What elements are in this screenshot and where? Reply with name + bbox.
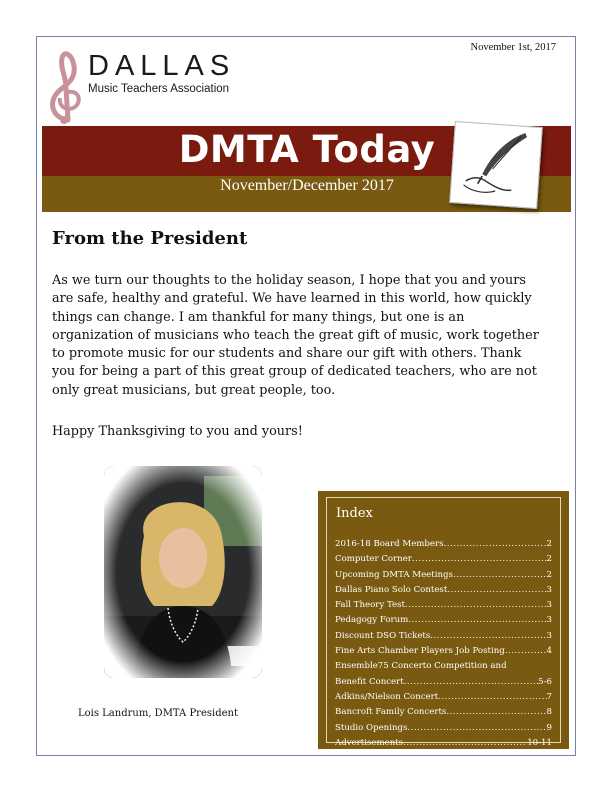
president-photo <box>104 466 262 678</box>
index-item[interactable]: Upcoming DMTA Meetings ..... 2 <box>335 568 552 583</box>
index-item[interactable]: Pedagogy Forum ..... 3 <box>335 613 552 628</box>
section-heading: From the President <box>52 228 248 249</box>
index-item[interactable]: Dallas Piano Solo Contest ..... 3 <box>335 583 552 598</box>
index-item[interactable]: Fall Theory Test ..... 3 <box>335 598 552 613</box>
logo-name: DALLAS <box>88 50 236 82</box>
message-line: only great musicians, but great people, too. <box>52 382 336 398</box>
message-line: you for being a part of this great group of dedicated teachers, who are not <box>52 364 537 380</box>
index-item[interactable]: Benefit Concert ..... 5-6 <box>335 675 552 690</box>
index-item[interactable]: Computer Corner ..... 2 <box>335 552 552 567</box>
index-item[interactable]: Bancroft Family Concerts ..... 8 <box>335 705 552 720</box>
newsletter-issue: November/December 2017 <box>220 177 394 194</box>
index-item[interactable]: Adkins/Nielson Concert ..... 7 <box>335 690 552 705</box>
index-item[interactable]: 2016-18 Board Members ..... 2 <box>335 537 552 552</box>
logo-subtitle: Music Teachers Association <box>88 83 230 95</box>
message-line: to promote music for our students and share our gift with others. Thank <box>52 346 522 362</box>
index-item[interactable]: Discount DSO Tickets ..... 3 <box>335 629 552 644</box>
message-line: are safe, healthy and grateful. We have learned in this world, how quickly <box>52 291 532 307</box>
closing-line: Happy Thanksgiving to you and yours! <box>52 424 303 439</box>
message-line: As we turn our thoughts to the holiday season, I hope that you and yours <box>52 273 526 288</box>
photo-caption: Lois Landrum, DMTA President <box>78 708 238 719</box>
quill-pen-illustration <box>449 121 543 209</box>
index-item[interactable]: Ensemble75 Concerto Competition and <box>335 661 507 672</box>
message-line: organization of musicians who teach the great gift of music, work together <box>52 327 539 343</box>
index-item[interactable]: Fine Arts Chamber Players Job Posting ..... 4 <box>335 644 552 659</box>
index-title: Index <box>336 506 373 521</box>
newsletter-title: DMTA Today <box>178 128 436 171</box>
president-message <box>52 272 572 400</box>
message-line: things can change. I am thankful for many things, but one is an <box>52 309 465 325</box>
index-item[interactable]: Studio Openings ..... 9 <box>335 721 552 736</box>
quill-pen-icon <box>450 122 541 208</box>
index-list <box>335 537 552 751</box>
index-item[interactable]: Advertisements ..... 10-11 <box>335 736 552 751</box>
issue-date: November 1st, 2017 <box>470 42 556 53</box>
